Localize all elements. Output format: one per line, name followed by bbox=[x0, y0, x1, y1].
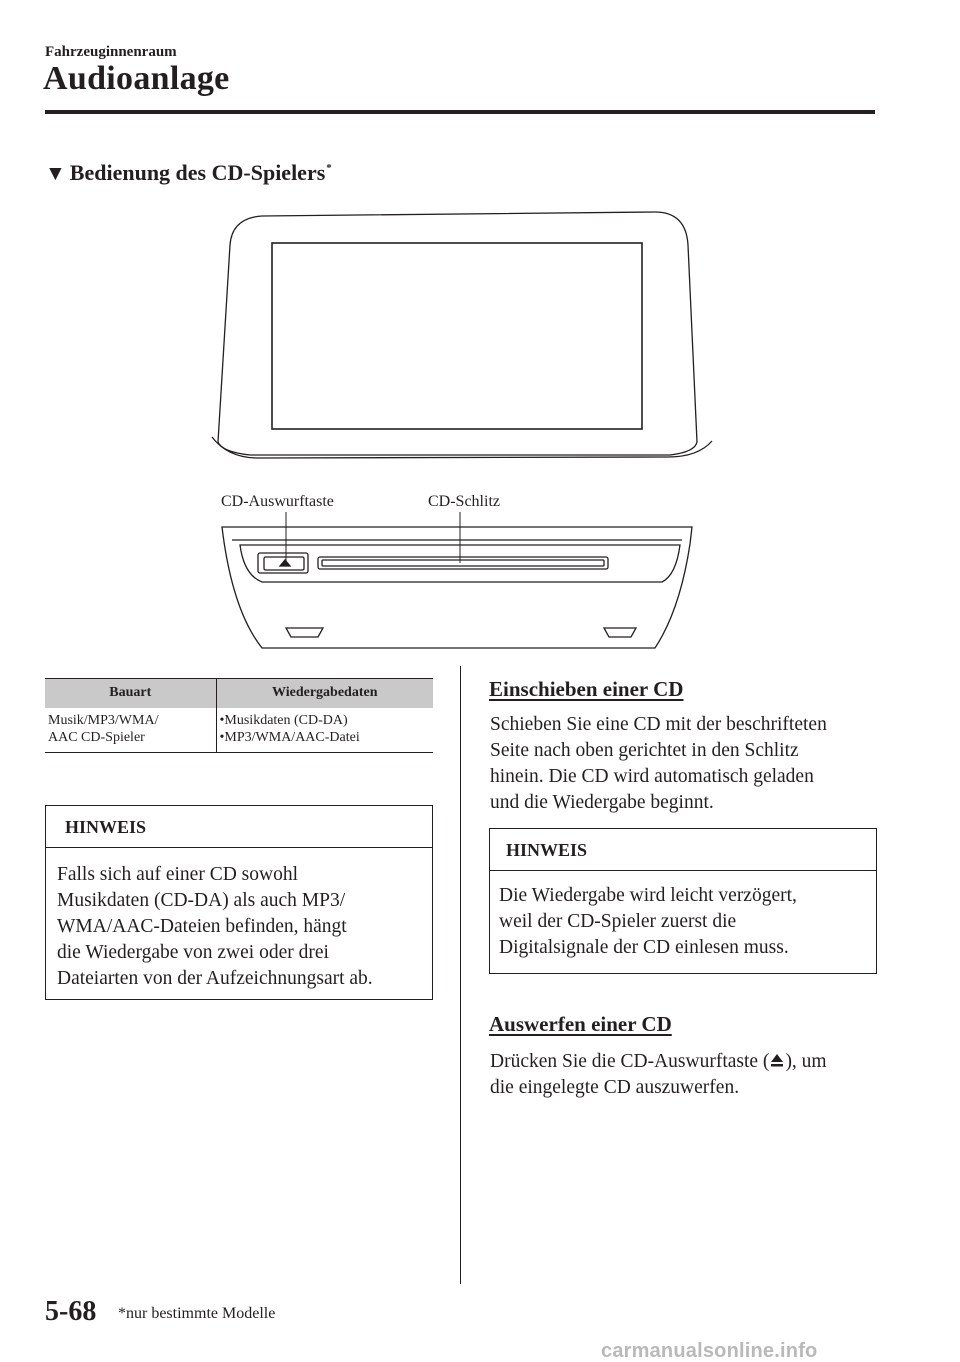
chapter-label: Fahrzeuginnenraum bbox=[45, 44, 177, 60]
note-line: WMA/AAC-Dateien befinden, hängt bbox=[57, 915, 347, 937]
table-cell-data bbox=[216, 708, 433, 753]
note-heading: HINWEIS bbox=[46, 806, 432, 848]
note-heading: HINWEIS bbox=[490, 829, 876, 871]
section-heading bbox=[45, 160, 332, 186]
column-divider bbox=[460, 666, 461, 1284]
insert-cd-text bbox=[490, 712, 885, 817]
text-line: die eingelegte CD auszuwerfen. bbox=[490, 1077, 740, 1099]
text-line: Schieben Sie eine CD mit der beschrifteten bbox=[490, 714, 827, 735]
page-number: 5-68 bbox=[45, 1296, 97, 1327]
text-line: hinein. Die CD wird automatisch geladen bbox=[490, 766, 814, 788]
note-box-delay bbox=[489, 828, 877, 974]
note-box-cd-formats bbox=[45, 805, 433, 1000]
text-line: Seite nach oben gerichtet in den Schlitz bbox=[490, 740, 799, 762]
spec-table bbox=[45, 678, 433, 753]
text-fragment: Drücken Sie die CD-Auswurftaste ( bbox=[490, 1051, 770, 1072]
table-row bbox=[45, 708, 433, 753]
note-line: Dateiarten von der Aufzeichnungsart ab. bbox=[57, 967, 373, 989]
page-title: Audioanlage bbox=[43, 60, 230, 97]
eject-icon bbox=[770, 1052, 784, 1068]
section-asterisk: * bbox=[326, 162, 332, 174]
section-triangle-icon: ▼ bbox=[45, 161, 66, 185]
data-line: •MP3/WMA/AAC-Datei bbox=[219, 730, 360, 745]
display-unit bbox=[212, 212, 712, 458]
section-title: Bedienung des CD-Spielers bbox=[69, 160, 326, 185]
footnote: *nur bestimmte Modelle bbox=[118, 1305, 276, 1322]
note-body bbox=[490, 871, 876, 961]
cd-player-illustration bbox=[0, 0, 960, 680]
type-line: Musik/MP3/WMA/ bbox=[48, 712, 159, 728]
text-line bbox=[490, 1049, 885, 1075]
eject-cd-heading: Auswerfen einer CD bbox=[489, 1012, 672, 1036]
table-cell-type bbox=[45, 708, 216, 753]
note-line: Musikdaten (CD-DA) als auch MP3/ bbox=[57, 889, 346, 911]
table-header-data: Wiedergabedaten bbox=[216, 679, 433, 708]
callout-cd-slot: CD-Schlitz bbox=[428, 493, 500, 510]
type-line: AAC CD-Spieler bbox=[48, 730, 145, 745]
cd-unit bbox=[222, 527, 692, 648]
note-line: die Wiedergabe von zwei oder drei bbox=[57, 941, 329, 963]
insert-cd-heading: Einschieben einer CD bbox=[489, 677, 684, 701]
eject-cd-text bbox=[490, 1049, 885, 1101]
note-body bbox=[46, 848, 432, 992]
callout-eject-button: CD-Auswurftaste bbox=[221, 493, 334, 510]
note-line: weil der CD-Spieler zuerst die bbox=[499, 910, 737, 932]
table-header-type: Bauart bbox=[45, 679, 216, 708]
title-rule bbox=[45, 110, 875, 114]
text-line: und die Wiedergabe beginnt. bbox=[490, 792, 714, 814]
watermark: carmanualsonline.info bbox=[601, 1340, 818, 1362]
note-line: Digitalsignale der CD einlesen muss. bbox=[499, 936, 789, 958]
text-fragment: ), um bbox=[785, 1051, 827, 1072]
data-line: •Musikdaten (CD-DA) bbox=[219, 712, 348, 728]
note-line: Die Wiedergabe wird leicht verzögert, bbox=[499, 885, 797, 906]
note-line: Falls sich auf einer CD sowohl bbox=[57, 864, 299, 885]
